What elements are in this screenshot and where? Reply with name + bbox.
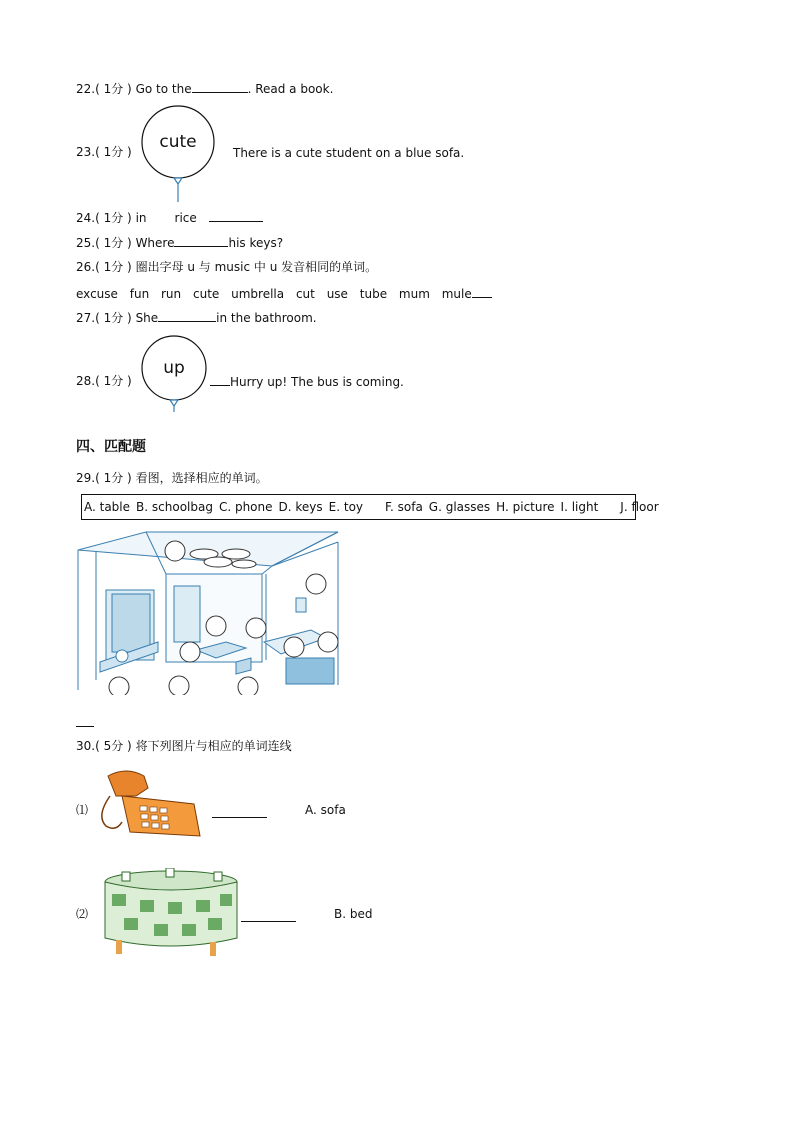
phone-icon bbox=[96, 766, 206, 849]
question-22: 22.( 1分 ) Go to the . Read a book. bbox=[76, 82, 334, 96]
balloon-cute bbox=[138, 104, 218, 204]
section-title: 四、匹配题 bbox=[76, 439, 146, 455]
word-option[interactable]: use bbox=[326, 287, 348, 301]
answer-blank[interactable] bbox=[174, 234, 228, 247]
word-option[interactable]: mule bbox=[441, 287, 472, 301]
balloon-up bbox=[138, 334, 218, 414]
match-choice-b[interactable]: B. bed bbox=[334, 907, 373, 921]
word-option[interactable]: mum bbox=[398, 287, 430, 301]
table-icon bbox=[102, 868, 240, 961]
answer-blank[interactable] bbox=[210, 373, 230, 386]
question-24: 24.( 1分 ) in rice bbox=[76, 209, 263, 226]
match-choice-a[interactable]: A. sofa bbox=[305, 803, 346, 817]
question-27: 27.( 1分 ) She in the bathroom. bbox=[76, 311, 317, 325]
match-item-1-label: ⑴ bbox=[76, 803, 89, 817]
question-26: 26.( 1分 ) 圈出字母 u 与 music 中 u 发音相同的单词。 bbox=[76, 260, 378, 274]
answer-blank[interactable] bbox=[209, 209, 263, 222]
answer-blank[interactable] bbox=[212, 817, 267, 818]
word-option[interactable]: fun bbox=[129, 287, 150, 301]
word-option[interactable]: umbrella bbox=[231, 287, 285, 301]
answer-blank[interactable] bbox=[76, 726, 94, 727]
question-29: 29.( 1分 ) 看图，选择相应的单词。 bbox=[76, 471, 268, 485]
question-23-sentence: There is a cute student on a blue sofa. bbox=[233, 146, 465, 160]
question-30: 30.( 5分 ) 将下列图片与相应的单词连线 bbox=[76, 739, 292, 753]
answer-blank[interactable] bbox=[472, 285, 492, 298]
word-option[interactable]: cut bbox=[295, 287, 315, 301]
word-option[interactable]: run bbox=[161, 287, 182, 301]
match-item-2-label: ⑵ bbox=[76, 907, 89, 921]
word-option[interactable]: tube bbox=[359, 287, 388, 301]
living-room-picture bbox=[76, 530, 346, 698]
question-25: 25.( 1分 ) Where his keys? bbox=[76, 236, 284, 250]
word-option[interactable]: excuse bbox=[76, 287, 118, 301]
answer-blank[interactable] bbox=[192, 80, 248, 93]
question-28-sentence: Hurry up! The bus is coming. bbox=[210, 373, 404, 390]
word-option[interactable]: cute bbox=[192, 287, 220, 301]
balloon-word: cute bbox=[159, 132, 197, 152]
answer-blank[interactable] bbox=[241, 921, 296, 922]
question-23-label: 23.( 1分 ) bbox=[76, 145, 132, 159]
answer-blank[interactable] bbox=[158, 309, 216, 322]
question-28-label: 28.( 1分 ) bbox=[76, 374, 132, 388]
balloon-word: up bbox=[163, 358, 185, 378]
options-box: A. table B. schoolbag C. phone D. keys E. toy F. sofa G. glasses H. picture I. light J. floor bbox=[81, 494, 636, 520]
question-26-words bbox=[76, 285, 500, 302]
